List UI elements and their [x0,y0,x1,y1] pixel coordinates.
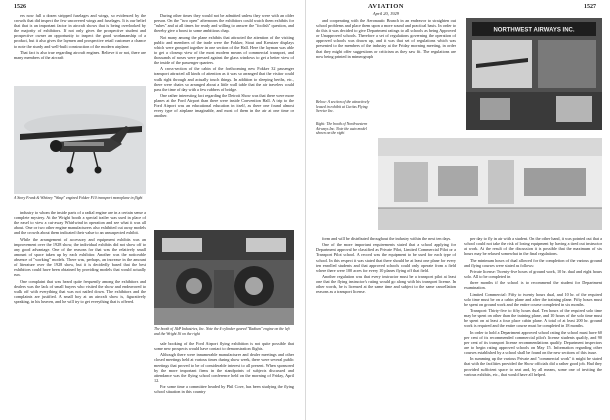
left-col1-lower [14,210,146,415]
figure-2-caption: The booth of J&P Industries, Inc. Note the 4-cylinder geared "Radium" engine on the left and the Wright J6 on the right [154,327,290,336]
paragraph: During other times they would not be admitted unless they were with an older person. On the "two open" afternoons the exhibitors could watch them exhibits for "rubes" and at all times for ready and willing to answer the "foolish" question, and thereby give a boost to some ambitious chap. [154,13,294,34]
date-line: April 20, 1929 [372,11,400,16]
paragraph: One of the more important requirements stated that a school applying for Department approval be classified as Private Pilot, Limited Commercial Pilot or a Transport Pilot school. A record was the equipment to be used for each type of school. In this respect it was stated that there should be at least one plane for every ten enrolled students and that approved schools could only operate from a field where there were 100 acres for every 10 planes flying off that field. [316,242,456,273]
right-col2 [464,236,602,416]
paragraph: The minimum hours of dual allowed for the completion of the various ground and flying courses were stated as follows: [464,257,602,268]
paragraph: Transport: Thirty-five to fifty hours dual. Ten hours of the required solo time may be spent on other than the training plane, and 10 hours of the solo time must be spent on at least a four place cabin plane. A total of at least 200 hr. ground work is required and the entire course must be completed in 18 months. [464,308,602,329]
right-col1-lower [316,236,456,416]
northwest-booth-illustration [466,18,602,130]
paragraph: per day to fly in air with a student. On the other hand, it was pointed out that a school could not take the risk of losing equipment by having a tired out instructor at work. At the result of the discussion it is possible that the maximum of six hours may be relaxed somewhat in the final regulations. [464,236,602,257]
booth-illustration [154,230,294,325]
northwest-sign-text: NORTHWEST AIRWAYS INC. [493,27,575,34]
figure-1-caption: A Story Frank & Whitney "Wasp" engined Fokker F10 transport monoplane in flight [14,196,143,200]
paragraph: Although there were innumerable manufacturer and dealer meetings and other closed meetings held at various times during show week, there were several public meetings that proved to be of considerable interest to all present. When sponsored by the more important firms in the standpoints of subjects discussed and attendance was the flying school conference held on the morning of Friday, April 12. [154,352,294,383]
page-number-right: 1527 [584,4,596,10]
paragraph: industry to whom the inside parts of a radial engine are in a certain sense a complete mystery. At the Wright booth a special trailer was used in place of the easel to view a cut-away Whirlwind in operation and see what it was all about. One or two other engine manufacturers also exhibited cut away models and the crowds about them indicated their value to an unsuspected exhibit. [14,210,146,236]
paragraph: Another regulation was that every instructor must be a transport pilot at least one that the flying instructor's rating would go along with his transport license. In other words, he is licensed at the same time and subject to the same cancellation reasons as a transport license. [316,274,456,295]
paragraph: three months if the school is to recommend the student for Department examination. [464,280,602,291]
paragraph: and cooperating with the Aeronautic Branch in an endeavor to straighten out school problems and place them upon a more sound and practical basis. In order to do this it was decided to give Department ratings to all schools as being Approved or Unapproved schools. Therefore a set of regulations governing the operation of approved schools was drawn up, and it was that set of regulations which was presented to the members of the industry at the Friday morning meeting, in order that they might offer suggestions or criticism as they saw fit. The regulations are now being printed in mimeograph [316,18,456,59]
paragraph: Not many among the plane exhibits that attracted the attention of the visiting public and members of the trade were the Fokker, Stout and Kreutzer displays which were grouped together in one section of the Hall. Here the layman was able to get a closeup view of the most modern means of commercial transport, and thousands of noses were pressed against the glass windows to get a better view of the inside of the passenger quarters. [154,34,294,66]
paragraph: In summing up the various Private and "commercial work" it might be stated that with the facilities provided the Show officials did a rather good job. Had they provided sufficient space to seat and, by all means, some one of inviting the various exhibits, etc., that would have all helped. [464,356,602,377]
paragraph: sale booking of the Ford Airport flying exhibition is not quite possible that some new prospects would have contact to demonstration flights. [154,341,294,352]
paragraph: Limited Commercial: Fifty to twenty hours dual, and 10 hr. of the required solo time must be on a cabin plane and after the training plane. Fifty hours must be spent on ground work and the entire course completed in six months. [464,291,602,307]
curtiss-exhibit-photo [378,138,602,230]
paragraph: ers now full a dozen stripped fuselages and wings, so evidenced by the crowds that did inspect the few uncovered wings and fuselages. It is our belief that that is an important factor in aircraft shows that is being overlooked by the majority of exhibitors. If not only gives the prospective student and prospective owner an opportunity to inspect the good workmanship of a product, but it also gives the laymen and prospective retail customer a chance to note the sturdy and well-built construction of the modern airplane. [14,13,146,49]
paragraph: form and will be distributed throughout the industry within the next ten days. [322,236,452,241]
paragraph: That fact is also true regarding aircraft engines. Believe it or not, there are many members of the aircraft [14,49,146,60]
figure-caption-northwest: Right: The booth of Northwestern Airways Inc. Note the auto model shown on the right [316,122,368,136]
page-number-left: 1526 [14,4,26,10]
paragraph: For some time a committee headed by Phil Cove, has been studying the flying school situation in this country [154,384,294,395]
paragraph: One rather interesting fact regarding the Detroit Show was that there were more planes at the Ford Airport than there were inside Convention Hall. A trip to the Ford Airport was an educational education in itself, as there one found almost every type of airplane imaginable, and most of them in the air at one time or another. [154,92,294,119]
paragraph: While the arrangement of accessory and equipment exhibits was an improvement over the 1928 show, the individual exhibits did not show off to any good advantage. One of the reasons for that was the relatively small amount of space taken up by each exhibitor. Another was the noticeable absence of "working" models. There was, perhaps, an increase in the amount of literature over the 1928 show, but it is decidedly based that the best exhibitors could have been obtained by providing models that would actually run. [14,236,146,278]
left-col2-top [154,13,294,225]
airplane-illustration [14,86,146,194]
left-col2-lower [154,341,294,416]
curtiss-exhibit-illustration [378,138,602,230]
fokker-plane-photo [14,86,146,194]
paragraph: Private license: Twenty-five hours of ground work, 10 hr. dual and eight hours solo. All to be completed in [464,268,602,280]
paragraph: A cross-section of the cabin of the forthcoming new Fokker 32 passenger transport attracted all kinds of attention as it was so arranged that the visitor could walk right through and actually touch things. In addition to sleeping berths, etc., there were chairs so arranged about a little wall table that the air travelers could pass the time of day with a few rubbers of bridge. [154,66,294,92]
engine-booth-photo [154,230,294,325]
paragraph: In order to hold a Department approved school rating the school must have 60 per cent of its recommended commercial pilot's license students qualify, and 90 per cent of its transport license recommendations qualify. Department inspectors are to begin rating approved schools on May 15. Information regarding other courses established by a school shall be found on the new sections of this issue. [464,329,602,356]
right-page [305,0,610,420]
running-head: AVIATION [368,3,404,10]
paragraph: One complaint that was heard quite frequently among the exhibitors and dealers was the lack of small buyers who visited the show and endeavored to walk off with everything that was not nailed down. The exhibitors and the complaints are justified. A small boy at an aircraft show is, figuratively speaking, in his heaven, and he will try to get everything that is offered. [14,278,146,304]
northwest-booth-photo [466,18,602,130]
left-col1-top [14,13,146,83]
right-col1-top [316,18,456,96]
figure-caption-curtiss: Below: A section of the attractively leased in exhibit at Curtiss Flying Service Inc. [316,100,370,114]
